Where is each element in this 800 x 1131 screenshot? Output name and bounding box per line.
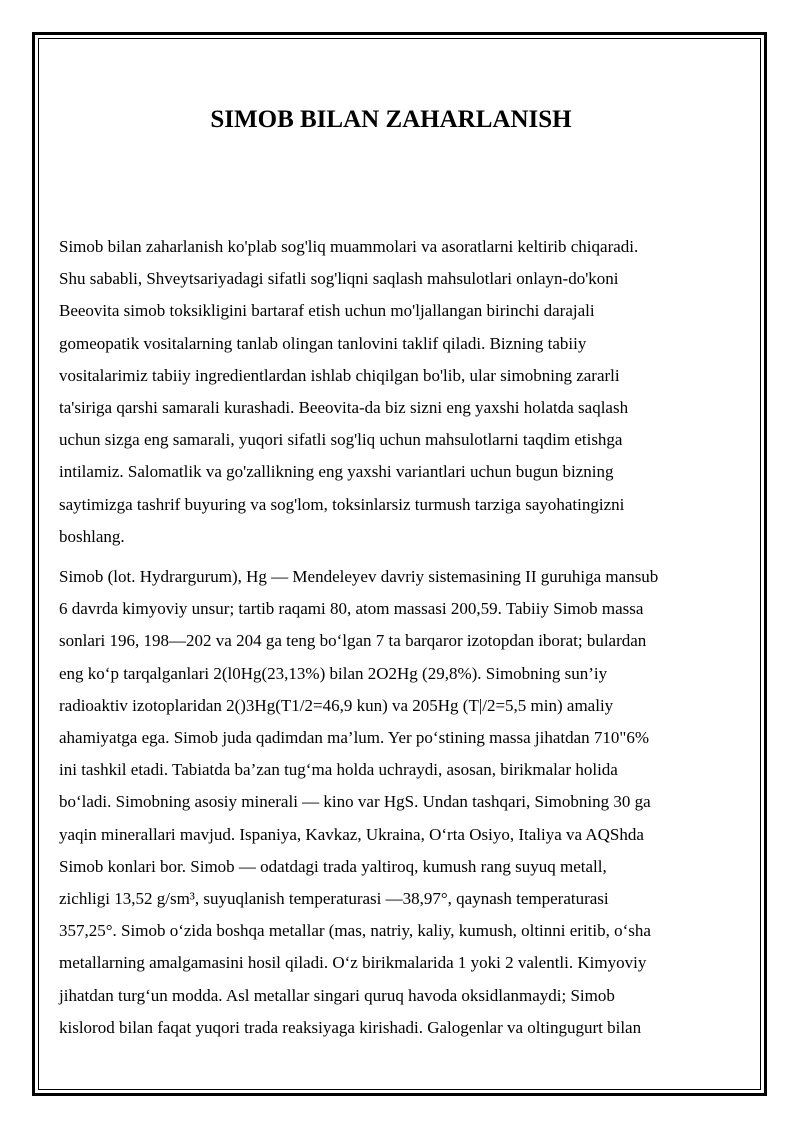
text-line: yaqin minerallari mavjud. Ispaniya, Kavkaz, Ukraina, O‘rta Osiyo, Italiya va AQShda bbox=[59, 824, 644, 844]
document-body bbox=[59, 231, 743, 1052]
text-line: boshlang. bbox=[59, 526, 125, 546]
text-line: bo‘ladi. Simobning asosiy minerali — kino var HgS. Undan tashqari, Simobning 30 ga bbox=[59, 792, 651, 812]
text-line: vositalarimiz tabiiy ingredientlardan ishlab chiqilgan bo'lib, ular simobning zararli bbox=[59, 365, 620, 385]
text-line: intilamiz. Salomatlik va go'zallikning eng yaxshi variantlari uchun bugun bizning bbox=[59, 462, 614, 482]
text-line: uchun sizga eng samarali, yuqori sifatli sog'liq uchun mahsulotlarni taqdim etishga bbox=[59, 430, 623, 450]
text-line: Beeovita simob toksikligini bartaraf etish uchun mo'ljallangan birinchi darajali bbox=[59, 301, 595, 321]
page-title: SIMOB BILAN ZAHARLANISH bbox=[210, 106, 572, 133]
text-line: zichligi 13,52 g/sm³, suyuqlanish temperaturasi —38,97°, qaynash temperaturasi bbox=[59, 889, 609, 909]
text-line: Simob konlari bor. Simob — odatdagi trada yaltiroq, kumush rang suyuq metall, bbox=[59, 856, 607, 876]
text-line: ini tashkil etadi. Tabiatda ba’zan tug‘ma holda uchraydi, asosan, birikmalar holida bbox=[59, 760, 618, 780]
text-line: radioaktiv izotoplaridan 2()3Hg(T1/2=46,9 kun) va 205Hg (T|/2=5,5 min) amaliy bbox=[59, 695, 614, 715]
text-line: ahamiyatga ega. Simob juda qadimdan ma’lum. Yer po‘stining massa jihatdan 710"6% bbox=[59, 728, 650, 748]
text-line: jihatdan turg‘un modda. Asl metallar singari quruq havoda oksidlanmaydi; Simob bbox=[59, 985, 615, 1005]
text-line: eng ko‘p tarqalganlari 2(l0Hg(23,13%) bilan 2O2Hg (29,8%). Simobning sun’iy bbox=[59, 663, 608, 683]
text-line: kislorod bilan faqat yuqori trada reaksiyaga kirishadi. Galogenlar va oltingugurt bilan bbox=[59, 1017, 642, 1037]
text-line: Simob (lot. Hydrargurum), Hg — Mendeleyev davriy sistemasining II guruhiga mansub bbox=[59, 567, 659, 587]
text-line: gomeopatik vositalarning tanlab olingan tanlovini taklif qiladi. Bizning tabiiy bbox=[59, 333, 587, 353]
text-line: sonlari 196, 198—202 va 204 ga teng bo‘lgan 7 ta barqaror izotopdan iborat; bulardan bbox=[59, 631, 647, 651]
text-line: saytimizga tashrif buyuring va sog'lom, toksinlarsiz turmush tarziga sayohatingizni bbox=[59, 494, 625, 514]
text-line: 6 davrda kimyoviy unsur; tartib raqami 80, atom massasi 200,59. Tabiiy Simob massa bbox=[59, 599, 644, 619]
paragraph-intro bbox=[59, 231, 743, 553]
paragraph-simob-description bbox=[59, 561, 743, 1044]
text-line: metallarning amalgamasini hosil qiladi. O‘z birikmalarida 1 yoki 2 valentli. Kimyoviy bbox=[59, 953, 647, 973]
text-line: Shu sababli, Shveytsariyadagi sifatli sog'liqni saqlash mahsulotlari onlayn-do'koni bbox=[59, 269, 619, 289]
text-line: Simob bilan zaharlanish ko'plab sog'liq muammolari va asoratlarni keltirib chiqaradi. bbox=[59, 237, 639, 256]
text-line: 357,25°. Simob o‘zida boshqa metallar (mas, natriy, kaliy, kumush, oltinni eritib, o‘sha bbox=[59, 921, 651, 941]
text-line: ta'siriga qarshi samarali kurashadi. Beeovita-da biz sizni eng yaxshi holatda saqlash bbox=[59, 398, 629, 418]
